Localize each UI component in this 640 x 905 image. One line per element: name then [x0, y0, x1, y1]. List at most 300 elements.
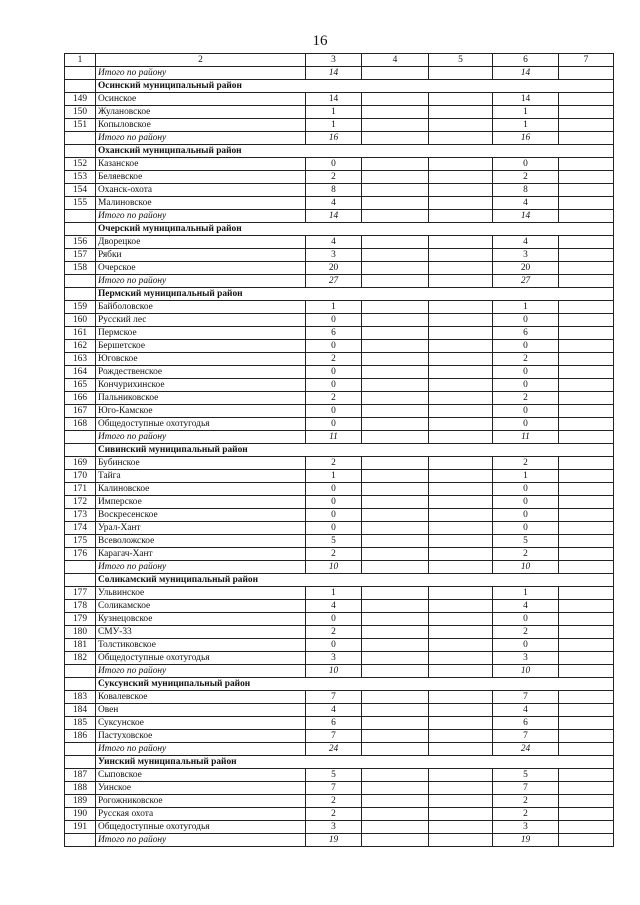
row-number-cell: 168 — [65, 418, 96, 431]
column-7-value — [559, 704, 614, 717]
total-label: Итого по району — [96, 834, 306, 847]
column-7-value — [559, 262, 614, 275]
total-label: Итого по району — [96, 431, 306, 444]
column-7-value — [559, 496, 614, 509]
hunting-ground-name: Пастуховское — [96, 730, 306, 743]
row-number-cell — [65, 80, 96, 93]
column-3-value: 4 — [306, 236, 362, 249]
column-3-value: 27 — [306, 275, 362, 288]
column-4-value — [362, 665, 429, 678]
column-5-value — [429, 808, 493, 821]
hunting-ground-name: Калиновское — [96, 483, 306, 496]
column-4-value — [362, 808, 429, 821]
column-4-value — [362, 431, 429, 444]
column-6-value: 4 — [493, 197, 559, 210]
column-4-value — [362, 106, 429, 119]
district-name: Суксунский муниципальный район — [96, 678, 614, 691]
column-3-value: 0 — [306, 496, 362, 509]
row-number-cell: 165 — [65, 379, 96, 392]
column-6-value: 0 — [493, 509, 559, 522]
row-number-cell: 152 — [65, 158, 96, 171]
column-4-value — [362, 782, 429, 795]
column-7-value — [559, 600, 614, 613]
column-7-value — [559, 834, 614, 847]
column-7-value — [559, 275, 614, 288]
column-3-value: 2 — [306, 626, 362, 639]
column-4-value — [362, 561, 429, 574]
column-6-value: 0 — [493, 314, 559, 327]
district-total-row — [65, 665, 614, 678]
column-5-value — [429, 496, 493, 509]
total-label: Итого по району — [96, 67, 306, 80]
total-label: Итого по району — [96, 665, 306, 678]
column-5-value — [429, 483, 493, 496]
table-row — [65, 379, 614, 392]
table-row — [65, 730, 614, 743]
column-4-value — [362, 821, 429, 834]
hunting-ground-name: Суксунское — [96, 717, 306, 730]
table-row — [65, 470, 614, 483]
column-3-value: 0 — [306, 340, 362, 353]
table-row — [65, 522, 614, 535]
row-number-cell — [65, 210, 96, 223]
column-6-value: 6 — [493, 717, 559, 730]
column-7-value — [559, 587, 614, 600]
column-7-value — [559, 197, 614, 210]
column-3-value: 11 — [306, 431, 362, 444]
column-4-value — [362, 197, 429, 210]
column-7-value — [559, 301, 614, 314]
column-3-value: 0 — [306, 639, 362, 652]
table-row — [65, 600, 614, 613]
district-name: Уинский муниципальный район — [96, 756, 614, 769]
column-5-value — [429, 67, 493, 80]
column-5-value — [429, 158, 493, 171]
row-number-cell: 177 — [65, 587, 96, 600]
table-row — [65, 496, 614, 509]
column-3-value: 24 — [306, 743, 362, 756]
column-6-value: 0 — [493, 418, 559, 431]
column-3-value: 3 — [306, 249, 362, 262]
row-number-cell — [65, 288, 96, 301]
column-7-value — [559, 210, 614, 223]
column-6-value: 14 — [493, 210, 559, 223]
column-7-value — [559, 457, 614, 470]
column-6-value: 24 — [493, 743, 559, 756]
hunting-ground-name: СМУ-33 — [96, 626, 306, 639]
table-row — [65, 587, 614, 600]
column-5-value — [429, 769, 493, 782]
row-number-cell: 163 — [65, 353, 96, 366]
column-4-value — [362, 587, 429, 600]
column-3-value: 0 — [306, 509, 362, 522]
row-number-cell — [65, 132, 96, 145]
column-7-value — [559, 171, 614, 184]
column-5-value — [429, 106, 493, 119]
table-body — [65, 54, 614, 847]
row-number-cell: 181 — [65, 639, 96, 652]
column-header: 7 — [559, 54, 614, 67]
column-5-value — [429, 327, 493, 340]
column-4-value — [362, 366, 429, 379]
row-number-cell: 175 — [65, 535, 96, 548]
table-row — [65, 392, 614, 405]
hunting-ground-name: Копыловское — [96, 119, 306, 132]
column-6-value: 2 — [493, 171, 559, 184]
column-5-value — [429, 197, 493, 210]
district-total-row — [65, 561, 614, 574]
column-7-value — [559, 405, 614, 418]
column-3-value: 1 — [306, 470, 362, 483]
table-row — [65, 652, 614, 665]
column-7-value — [559, 782, 614, 795]
column-7-value — [559, 691, 614, 704]
table-row — [65, 509, 614, 522]
hunting-ground-name: Толстиковское — [96, 639, 306, 652]
hunting-ground-name: Карагач-Хант — [96, 548, 306, 561]
column-5-value — [429, 405, 493, 418]
column-6-value: 0 — [493, 639, 559, 652]
column-7-value — [559, 743, 614, 756]
table-row — [65, 314, 614, 327]
column-5-value — [429, 548, 493, 561]
column-4-value — [362, 704, 429, 717]
row-number-cell: 176 — [65, 548, 96, 561]
column-4-value — [362, 379, 429, 392]
column-4-value — [362, 691, 429, 704]
column-6-value: 7 — [493, 691, 559, 704]
column-4-value — [362, 262, 429, 275]
district-header-row — [65, 80, 614, 93]
column-6-value: 4 — [493, 236, 559, 249]
row-number-cell: 180 — [65, 626, 96, 639]
hunting-ground-name: Юговское — [96, 353, 306, 366]
hunting-ground-name: Жулановское — [96, 106, 306, 119]
row-number-cell — [65, 431, 96, 444]
column-4-value — [362, 132, 429, 145]
table-row — [65, 483, 614, 496]
column-6-value: 1 — [493, 301, 559, 314]
column-6-value: 3 — [493, 249, 559, 262]
table-row — [65, 535, 614, 548]
column-3-value: 2 — [306, 795, 362, 808]
row-number-cell — [65, 574, 96, 587]
table-row — [65, 366, 614, 379]
table-row — [65, 405, 614, 418]
column-3-value: 0 — [306, 158, 362, 171]
column-5-value — [429, 834, 493, 847]
column-6-value: 7 — [493, 730, 559, 743]
column-7-value — [559, 418, 614, 431]
row-number-cell: 151 — [65, 119, 96, 132]
table-row — [65, 301, 614, 314]
row-number-cell: 191 — [65, 821, 96, 834]
table-row — [65, 457, 614, 470]
row-number-cell: 150 — [65, 106, 96, 119]
row-number-cell — [65, 67, 96, 80]
column-3-value: 2 — [306, 353, 362, 366]
column-5-value — [429, 821, 493, 834]
row-number-cell: 157 — [65, 249, 96, 262]
hunting-ground-name: Русская охота — [96, 808, 306, 821]
column-3-value: 5 — [306, 535, 362, 548]
table-row — [65, 249, 614, 262]
column-3-value: 1 — [306, 119, 362, 132]
hunting-ground-name: Ковалевское — [96, 691, 306, 704]
column-3-value: 6 — [306, 327, 362, 340]
district-header-row — [65, 145, 614, 158]
column-header: 1 — [65, 54, 96, 67]
column-header: 3 — [306, 54, 362, 67]
column-5-value — [429, 743, 493, 756]
column-7-value — [559, 93, 614, 106]
district-total-row — [65, 431, 614, 444]
column-4-value — [362, 249, 429, 262]
column-3-value: 0 — [306, 522, 362, 535]
column-3-value: 0 — [306, 366, 362, 379]
column-5-value — [429, 704, 493, 717]
column-4-value — [362, 93, 429, 106]
column-6-value: 10 — [493, 665, 559, 678]
column-6-value: 2 — [493, 795, 559, 808]
column-3-value: 1 — [306, 587, 362, 600]
column-6-value: 2 — [493, 626, 559, 639]
column-5-value — [429, 795, 493, 808]
column-3-value: 7 — [306, 730, 362, 743]
column-6-value: 1 — [493, 470, 559, 483]
row-number-cell — [65, 743, 96, 756]
column-3-value: 20 — [306, 262, 362, 275]
column-5-value — [429, 522, 493, 535]
district-total-row — [65, 67, 614, 80]
column-7-value — [559, 509, 614, 522]
column-7-value — [559, 561, 614, 574]
district-header-row — [65, 288, 614, 301]
hunting-ground-name: Дворецкое — [96, 236, 306, 249]
column-7-value — [559, 652, 614, 665]
district-header-row — [65, 444, 614, 457]
district-total-row — [65, 132, 614, 145]
table-row — [65, 327, 614, 340]
column-7-value — [559, 717, 614, 730]
column-5-value — [429, 275, 493, 288]
column-6-value: 2 — [493, 353, 559, 366]
column-7-value — [559, 353, 614, 366]
column-7-value — [559, 106, 614, 119]
table-row — [65, 106, 614, 119]
column-6-value: 3 — [493, 821, 559, 834]
column-3-value: 4 — [306, 704, 362, 717]
column-3-value: 0 — [306, 418, 362, 431]
column-5-value — [429, 613, 493, 626]
table-row — [65, 353, 614, 366]
column-6-value: 0 — [493, 340, 559, 353]
hunting-ground-name: Казанское — [96, 158, 306, 171]
hunting-ground-name: Воскресенское — [96, 509, 306, 522]
column-5-value — [429, 171, 493, 184]
column-3-value: 0 — [306, 405, 362, 418]
column-3-value: 4 — [306, 197, 362, 210]
hunting-ground-name: Кузнецовское — [96, 613, 306, 626]
column-3-value: 2 — [306, 808, 362, 821]
row-number-cell: 173 — [65, 509, 96, 522]
total-label: Итого по району — [96, 743, 306, 756]
hunting-ground-name: Пальниковское — [96, 392, 306, 405]
district-header-row — [65, 678, 614, 691]
column-7-value — [559, 431, 614, 444]
column-5-value — [429, 535, 493, 548]
district-name: Пермский муниципальный район — [96, 288, 614, 301]
column-3-value: 3 — [306, 652, 362, 665]
column-3-value: 10 — [306, 561, 362, 574]
hunting-ground-name: Ульвинское — [96, 587, 306, 600]
column-4-value — [362, 496, 429, 509]
total-label: Итого по району — [96, 561, 306, 574]
row-number-cell: 188 — [65, 782, 96, 795]
column-3-value: 6 — [306, 717, 362, 730]
hunting-ground-name: Общедоступные охотугодья — [96, 821, 306, 834]
column-5-value — [429, 652, 493, 665]
column-4-value — [362, 470, 429, 483]
row-number-cell: 178 — [65, 600, 96, 613]
column-5-value — [429, 418, 493, 431]
column-6-value: 0 — [493, 483, 559, 496]
table-row — [65, 93, 614, 106]
column-5-value — [429, 314, 493, 327]
column-4-value — [362, 548, 429, 561]
column-5-value — [429, 730, 493, 743]
column-4-value — [362, 119, 429, 132]
column-7-value — [559, 470, 614, 483]
column-7-value — [559, 314, 614, 327]
hunting-ground-name: Осинское — [96, 93, 306, 106]
column-7-value — [559, 483, 614, 496]
column-7-value — [559, 327, 614, 340]
hunting-ground-name: Кончурихинское — [96, 379, 306, 392]
column-3-value: 1 — [306, 106, 362, 119]
column-3-value: 5 — [306, 769, 362, 782]
column-5-value — [429, 210, 493, 223]
column-6-value: 14 — [493, 67, 559, 80]
hunting-ground-name: Урал-Хант — [96, 522, 306, 535]
column-4-value — [362, 483, 429, 496]
table-row — [65, 717, 614, 730]
table-row — [65, 262, 614, 275]
hunting-ground-name: Общедоступные охотугодья — [96, 418, 306, 431]
column-6-value: 3 — [493, 652, 559, 665]
table-row — [65, 613, 614, 626]
column-3-value: 0 — [306, 314, 362, 327]
column-6-value: 2 — [493, 392, 559, 405]
hunting-ground-name: Уинское — [96, 782, 306, 795]
row-number-cell — [65, 275, 96, 288]
row-number-cell — [65, 756, 96, 769]
column-4-value — [362, 457, 429, 470]
hunting-ground-name: Малиновское — [96, 197, 306, 210]
table-row — [65, 769, 614, 782]
column-3-value: 10 — [306, 665, 362, 678]
column-5-value — [429, 509, 493, 522]
column-5-value — [429, 132, 493, 145]
column-6-value: 0 — [493, 405, 559, 418]
column-3-value: 1 — [306, 301, 362, 314]
column-4-value — [362, 405, 429, 418]
row-number-cell — [65, 145, 96, 158]
column-6-value: 1 — [493, 587, 559, 600]
row-number-cell: 183 — [65, 691, 96, 704]
column-6-value: 1 — [493, 119, 559, 132]
column-6-value: 16 — [493, 132, 559, 145]
column-6-value: 0 — [493, 522, 559, 535]
total-label: Итого по району — [96, 275, 306, 288]
column-5-value — [429, 93, 493, 106]
district-header-row — [65, 574, 614, 587]
column-7-value — [559, 132, 614, 145]
column-3-value: 4 — [306, 600, 362, 613]
table-row — [65, 184, 614, 197]
district-total-row — [65, 210, 614, 223]
hunting-ground-name: Общедоступные охотугодья — [96, 652, 306, 665]
column-4-value — [362, 639, 429, 652]
column-4-value — [362, 535, 429, 548]
column-7-value — [559, 158, 614, 171]
total-label: Итого по району — [96, 210, 306, 223]
column-7-value — [559, 808, 614, 821]
row-number-cell: 166 — [65, 392, 96, 405]
row-number-cell: 162 — [65, 340, 96, 353]
column-4-value — [362, 392, 429, 405]
table-row — [65, 236, 614, 249]
hunting-ground-name: Соликамское — [96, 600, 306, 613]
column-7-value — [559, 184, 614, 197]
column-6-value: 11 — [493, 431, 559, 444]
row-number-cell: 156 — [65, 236, 96, 249]
column-3-value: 2 — [306, 171, 362, 184]
column-5-value — [429, 236, 493, 249]
hunting-ground-name: Тайга — [96, 470, 306, 483]
hunting-ground-name: Юго-Камское — [96, 405, 306, 418]
column-7-value — [559, 366, 614, 379]
column-5-value — [429, 119, 493, 132]
column-5-value — [429, 431, 493, 444]
table-row — [65, 340, 614, 353]
district-total-row — [65, 834, 614, 847]
column-6-value: 8 — [493, 184, 559, 197]
column-4-value — [362, 613, 429, 626]
hunting-ground-name: Рябки — [96, 249, 306, 262]
column-5-value — [429, 184, 493, 197]
table-row — [65, 691, 614, 704]
district-header-row — [65, 756, 614, 769]
table-row — [65, 639, 614, 652]
row-number-cell: 159 — [65, 301, 96, 314]
row-number-cell: 186 — [65, 730, 96, 743]
row-number-cell: 179 — [65, 613, 96, 626]
column-4-value — [362, 353, 429, 366]
column-5-value — [429, 782, 493, 795]
row-number-cell — [65, 444, 96, 457]
column-7-value — [559, 639, 614, 652]
column-3-value: 14 — [306, 210, 362, 223]
district-name: Сивинский муниципальный район — [96, 444, 614, 457]
column-4-value — [362, 795, 429, 808]
column-7-value — [559, 522, 614, 535]
row-number-cell: 167 — [65, 405, 96, 418]
hunting-ground-name: Байболовское — [96, 301, 306, 314]
column-4-value — [362, 769, 429, 782]
column-7-value — [559, 795, 614, 808]
column-6-value: 5 — [493, 535, 559, 548]
